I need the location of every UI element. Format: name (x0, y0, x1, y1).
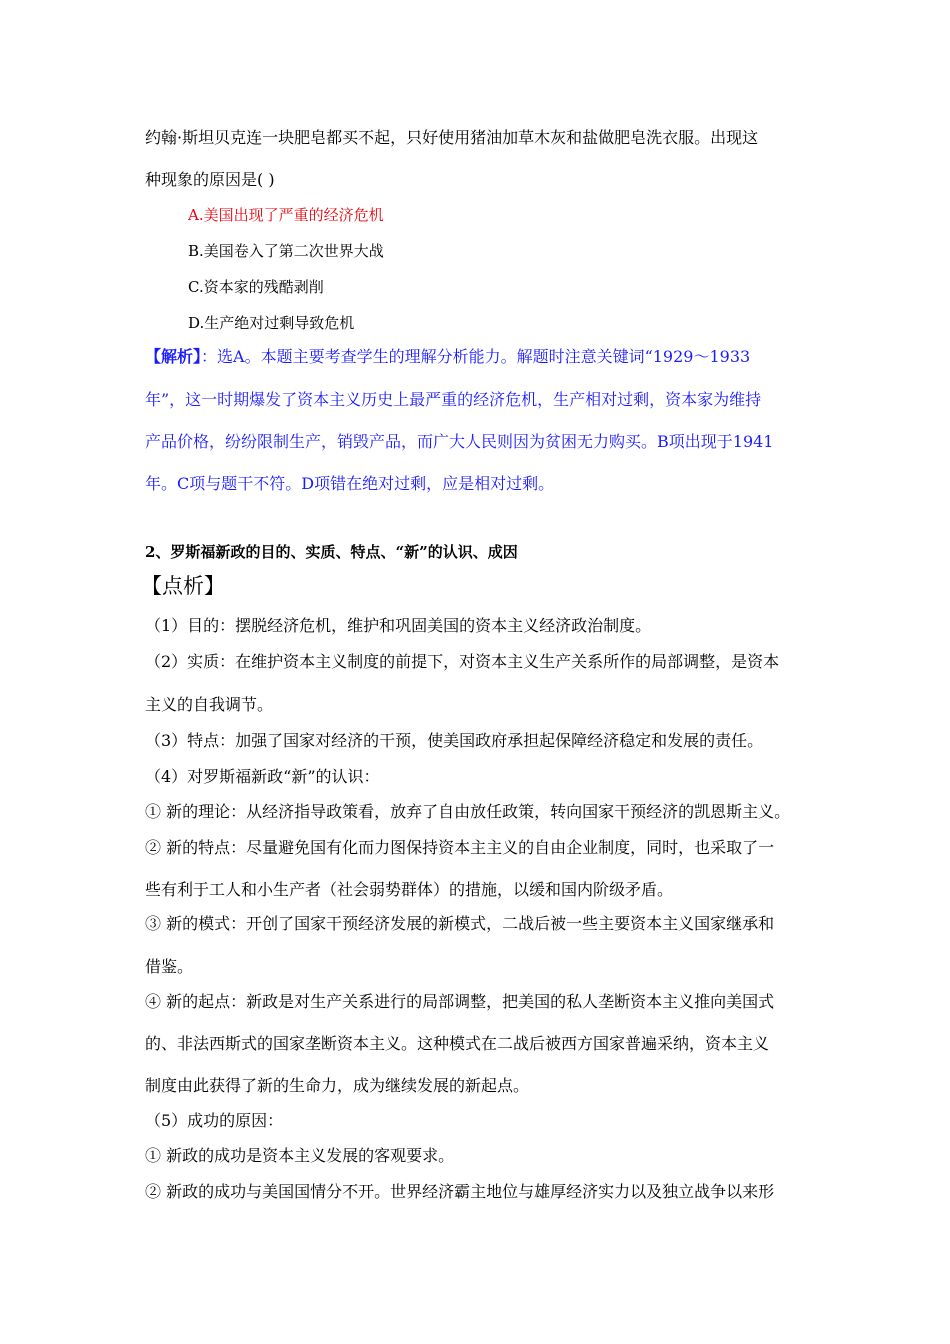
point-line-12: 的、非法西斯式的国家垄断资本主义。这种模式在二战后被西方国家普遍采纳，资本主义 (145, 1034, 770, 1053)
question-stem-line-1: 约翰·斯坦贝克连一块肥皂都买不起，只好使用猪油加草木灰和盐做肥皂洗衣服。出现这 (145, 128, 759, 147)
question-stem-line-2: 种现象的原因是( ) (145, 170, 275, 189)
analysis-text-1: ：选A。本题主要考查学生的理解分析能力。解题时注意关键词“1929～1933 (201, 347, 751, 366)
dianxi-label: 【点析】 (141, 574, 225, 598)
analysis-label: 【解析】 (145, 347, 202, 366)
point-line-16: ② 新政的成功与美国国情分不开。世界经济霸主地位与雄厚经济实力以及独立战争以来形 (145, 1182, 775, 1201)
analysis-line-3: 产品价格，纷纷限制生产，销毁产品，而广大人民则因为贫困无力购买。B项出现于1941 (145, 432, 774, 451)
point-line-7: ② 新的特点：尽量避免国有化而力图保持资本主主义的自由企业制度，同时，也采取了一 (145, 838, 775, 857)
point-line-2: （2）实质：在维护资本主义制度的前提下，对资本主义生产关系所作的局部调整，是资本 (145, 652, 780, 671)
analysis-line-4: 年。C项与题干不符。D项错在绝对过剩，应是相对过剩。 (145, 474, 555, 493)
analysis-line-1 (145, 347, 750, 367)
option-c: C.资本家的残酷剥削 (188, 278, 324, 296)
point-line-11: ④ 新的起点：新政是对生产关系进行的局部调整，把美国的私人垄断资本主义推向美国式 (145, 992, 775, 1011)
option-a: A.美国出现了严重的经济危机 (188, 206, 384, 224)
point-line-1: （1）目的：摆脱经济危机，维护和巩固美国的资本主义经济政治制度。 (145, 616, 652, 635)
point-line-4: （3）特点：加强了国家对经济的干预，使美国政府承担起保障经济稳定和发展的责任。 (145, 731, 764, 750)
point-line-5: （4）对罗斯福新政“新”的认识： (145, 767, 380, 786)
point-line-6: ① 新的理论：从经济指导政策看，放弃了自由放任政策，转向国家干预经济的凯恩斯主义。 (145, 802, 791, 821)
point-line-3: 主义的自我调节。 (145, 695, 274, 714)
analysis-line-2: 年”，这一时期爆发了资本主义历史上最严重的经济危机，生产相对过剩，资本家为维持 (145, 390, 762, 409)
point-line-14: （5）成功的原因： (145, 1111, 284, 1130)
section-heading: 2、罗斯福新政的目的、实质、特点、“新”的认识、成因 (145, 543, 518, 561)
point-line-8: 些有利于工人和小生产者（社会弱势群体）的措施，以缓和国内阶级矛盾。 (145, 880, 674, 899)
point-line-9: ③ 新的模式：开创了国家干预经济发展的新模式，二战后被一些主要资本主义国家继承和 (145, 914, 775, 933)
option-d: D.生产绝对过剩导致危机 (188, 314, 355, 332)
point-line-15: ① 新政的成功是资本主义发展的客观要求。 (145, 1146, 455, 1165)
point-line-10: 借鉴。 (145, 957, 194, 976)
point-line-13: 制度由此获得了新的生命力，成为继续发展的新起点。 (145, 1076, 530, 1095)
option-b: B.美国卷入了第二次世界大战 (188, 242, 384, 260)
